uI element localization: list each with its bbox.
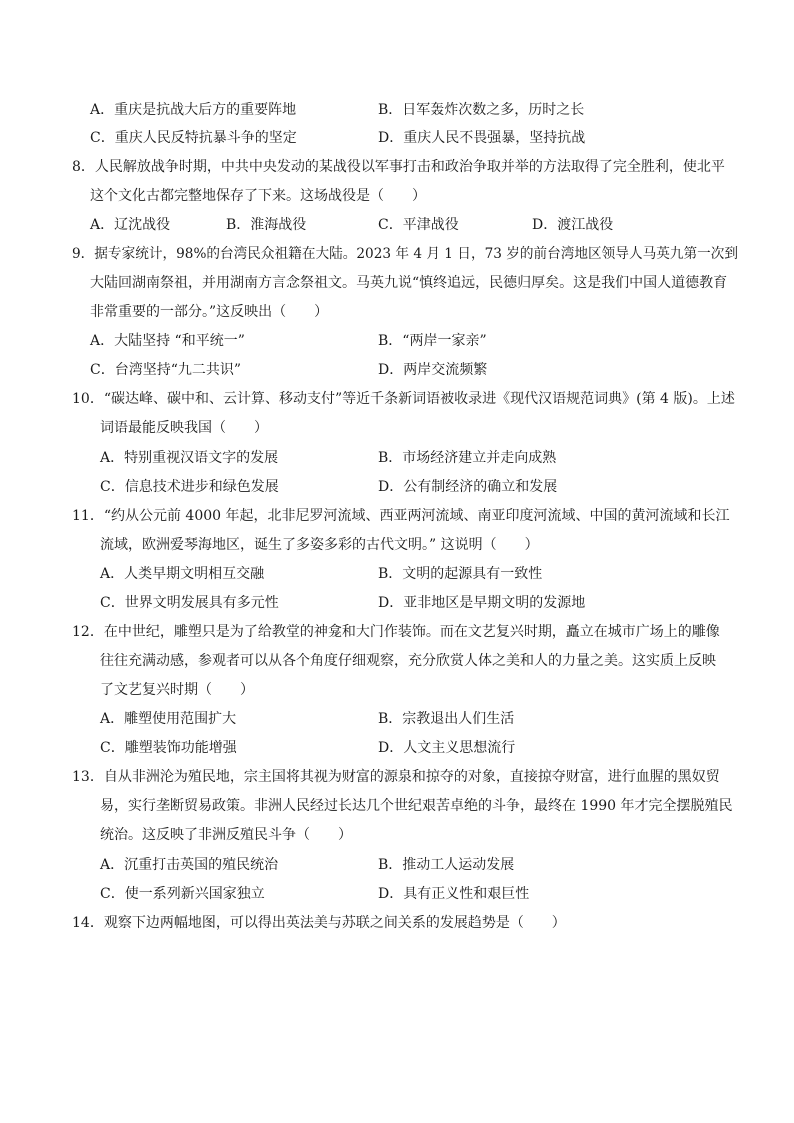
option-8c: C．平津战役: [378, 217, 459, 233]
question-12-stem-line-3: 了文艺复兴时期（ ）: [100, 682, 254, 698]
option-12d: D．人文主义思想流行: [378, 740, 516, 756]
option-11b: B．文明的起源具有一致性: [378, 566, 543, 582]
question-11-stem-line-2: 流域，欧洲爱琴海地区，诞生了多姿多彩的古代文明。” 这说明（ ）: [100, 537, 539, 553]
question-12-stem-line-1: 12．在中世纪，雕塑只是为了给教堂的神龛和大门作装饰。而在文艺复兴时期，矗立在城市广场上的雕像: [72, 624, 720, 640]
question-10-stem-line-2: 词语最能反映我国（ ）: [100, 420, 268, 436]
option-8d: D．渡江战役: [532, 217, 614, 233]
question-12-stem-line-2: 往往充满动感，参观者可以从各个角度仔细观察，充分欣赏人体之美和人的力量之美。这实质上反映: [100, 653, 716, 669]
option-7d: D．重庆人民不畏强暴，坚持抗战: [378, 130, 586, 146]
option-12c: C．雕塑装饰功能增强: [100, 740, 237, 756]
option-13a: A．沉重打击英国的殖民统治: [100, 857, 279, 873]
option-9d: D．两岸交流频繁: [378, 362, 488, 378]
option-13c: C．使一系列新兴国家独立: [100, 886, 265, 902]
option-7a: A．重庆是抗战大后方的重要阵地: [90, 102, 297, 118]
option-8b: B．淮海战役: [226, 217, 307, 233]
question-13-stem-line-3: 统治。这反映了非洲反殖民斗争（ ）: [100, 827, 352, 843]
question-9-stem-line-2: 大陆回湖南祭祖，并用湖南方言念祭祖文。马英九说“慎终追远，民德归厚矣。这是我们中国人道德教育: [90, 275, 728, 291]
option-9c: C．台湾坚持“九二共识”: [90, 362, 242, 378]
option-12b: B．宗教退出人们生活: [378, 711, 515, 727]
option-10c: C．信息技术进步和绿色发展: [100, 479, 279, 495]
question-9-stem-line-3: 非常重要的一部分。”这反映出（ ）: [90, 304, 329, 320]
option-8a: A．辽沈战役: [90, 217, 171, 233]
option-13b: B．推动工人运动发展: [378, 857, 515, 873]
option-10b: B．市场经济建立并走向成熟: [378, 450, 557, 466]
option-12a: A．雕塑使用范围扩大: [100, 711, 237, 727]
question-10-stem-line-1: 10．“碳达峰、碳中和、云计算、移动支付”等近千条新词语被收录进《现代汉语规范词典》(第 4 版)。上述: [72, 391, 735, 407]
option-10a: A．特别重视汉语文字的发展: [100, 450, 279, 466]
question-8-stem-line-2: 这个文化古都完整地保存了下来。这场战役是（ ）: [90, 188, 426, 204]
option-13d: D．具有正义性和艰巨性: [378, 886, 530, 902]
option-10d: D．公有制经济的确立和发展: [378, 479, 558, 495]
option-11a: A．人类早期文明相互交融: [100, 566, 265, 582]
option-9a: A．大陆坚持 “和平统一”: [90, 333, 245, 349]
option-7b: B．日军轰炸次数之多，历时之长: [378, 102, 585, 118]
question-14-stem-line-1: 14．观察下边两幅地图，可以得出英法美与苏联之间关系的发展趋势是（ ）: [72, 915, 566, 931]
option-9b: B．“两岸一家亲”: [378, 333, 487, 349]
option-7c: C．重庆人民反特抗暴斗争的坚定: [90, 130, 297, 146]
option-11c: C．世界文明发展具有多元性: [100, 595, 279, 611]
question-13-stem-line-2: 易，实行垄断贸易政策。非洲人民经过长达几个世纪艰苦卓绝的斗争，最终在 1990 年才完全摆脱殖民: [100, 798, 733, 814]
question-11-stem-line-1: 11．“约从公元前 4000 年起，北非尼罗河流域、西亚两河流域、南亚印度河流域、中国的黄河流域和长江: [72, 508, 730, 524]
question-9-stem-line-1: 9．据专家统计，98%的台湾民众祖籍在大陆。2023 年 4 月 1 日，73 岁的前台湾地区领导人马英九第一次到: [72, 246, 738, 262]
question-8-stem-line-1: 8．人民解放战争时期，中共中央发动的某战役以军事打击和政治争取并举的方法取得了完全胜利，使北平: [72, 159, 725, 175]
option-11d: D．亚非地区是早期文明的发源地: [378, 595, 586, 611]
question-13-stem-line-1: 13．自从非洲沦为殖民地，宗主国将其视为财富的源泉和掠夺的对象，直接掠夺财富，进行血腥的黑奴贸: [72, 769, 720, 785]
